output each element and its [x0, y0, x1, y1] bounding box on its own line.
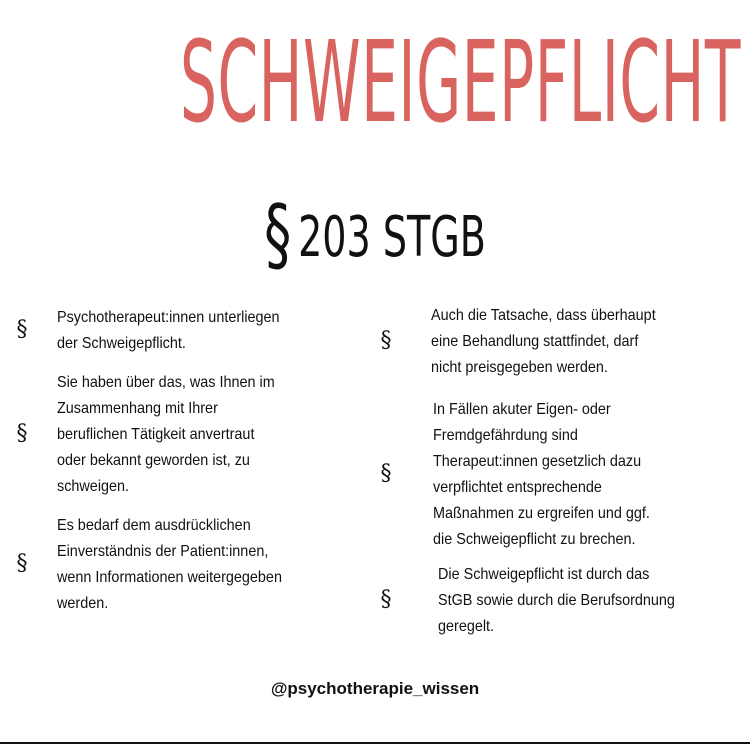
paragraph-icon: § — [380, 587, 392, 612]
text-line: der Schweigepflicht. — [57, 335, 186, 352]
text-line: Einverständnis der Patient:innen, — [57, 543, 269, 560]
text-line: geregelt. — [438, 618, 495, 635]
text-line: beruflichen Tätigkeit anvertraut — [57, 426, 255, 443]
text-line: die Schweigepflicht zu brechen. — [433, 531, 636, 548]
item-text — [431, 303, 656, 381]
text-line: Zusammenhang mit Ihrer — [57, 400, 218, 417]
text-line: werden. — [57, 595, 109, 612]
text-line: Psychotherapeut:innen unterliegen — [57, 309, 280, 326]
item-text — [57, 370, 275, 500]
text-line: wenn Informationen weitergegeben — [57, 569, 282, 586]
item-text — [57, 513, 282, 617]
text-line: Es bedarf dem ausdrücklichen — [57, 517, 251, 534]
paragraph-icon: § — [264, 188, 292, 281]
text-line: In Fällen akuter Eigen- oder — [433, 401, 611, 418]
text-line: Fremdgefährdung sind — [433, 427, 578, 444]
paragraph-icon: § — [380, 461, 392, 486]
paragraph-icon: § — [16, 317, 28, 342]
text-line: verpflichtet entsprechende — [433, 479, 602, 496]
bottom-rule — [0, 742, 750, 744]
item-text — [438, 562, 675, 640]
instagram-handle: @psychotherapie_wissen — [270, 679, 480, 698]
text-line: Maßnahmen zu ergreifen und ggf. — [433, 505, 650, 522]
paragraph-icon: § — [16, 421, 28, 446]
text-line: StGB sowie durch die Berufsordnung — [438, 592, 675, 609]
paragraph-icon: § — [380, 328, 392, 353]
text-line: eine Behandlung stattfindet, darf — [431, 333, 639, 350]
text-line: Therapeut:innen gesetzlich dazu — [433, 453, 642, 470]
subtitle-text: 203 STGB — [298, 205, 486, 270]
text-line: Sie haben über das, was Ihnen im — [57, 374, 275, 391]
text-line: nicht preisgegeben werden. — [431, 359, 608, 376]
item-text — [433, 397, 650, 553]
text-line: Die Schweigepflicht ist durch das — [438, 566, 650, 583]
paragraph-icon: § — [16, 551, 28, 576]
item-text — [57, 305, 280, 357]
text-line: oder bekannt geworden ist, zu — [57, 452, 250, 469]
page-title: SCHWEIGEPFLICHT — [180, 18, 741, 148]
text-line: schweigen. — [57, 478, 130, 495]
subtitle — [120, 190, 630, 280]
text-line: Auch die Tatsache, dass überhaupt — [431, 307, 656, 324]
